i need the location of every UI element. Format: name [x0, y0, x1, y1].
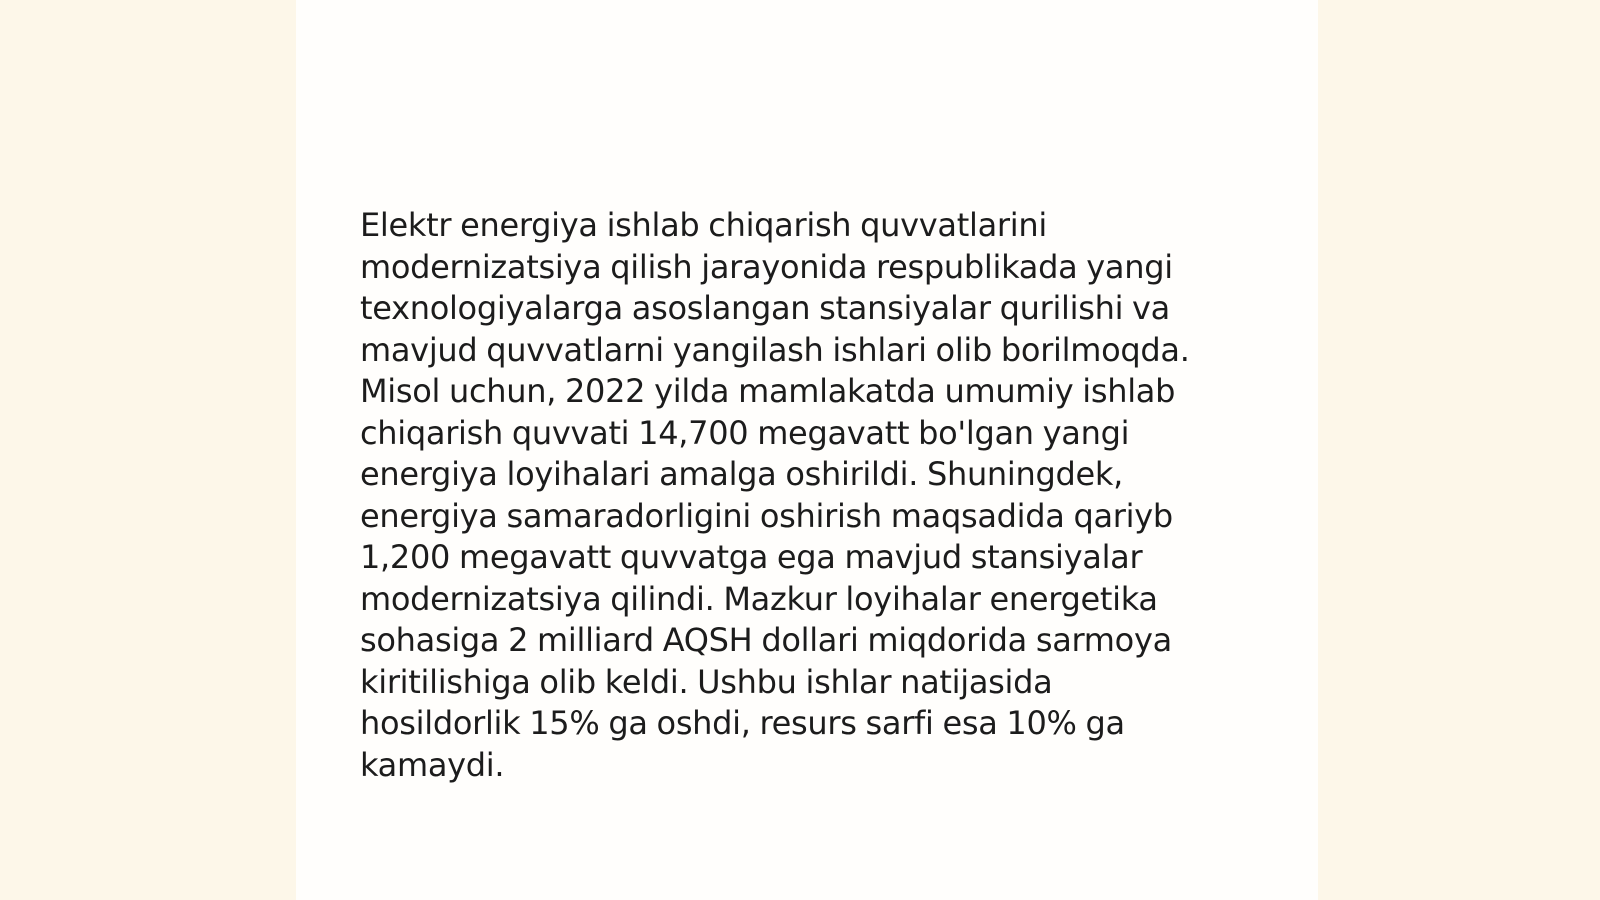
paragraph-line: mavjud quvvatlarni yangilash ishlari olib borilmoqda. — [360, 330, 1190, 369]
paragraph-line: kamaydi. — [360, 745, 505, 784]
paragraph-line: Misol uchun, 2022 yilda mamlakatda umumiy ishlab — [360, 372, 1176, 410]
paragraph-line: chiqarish quvvati 14,700 megavatt bo'lgan yangi — [360, 413, 1130, 452]
paragraph-line: Elektr energiya ishlab chiqarish quvvatlarini — [360, 206, 1047, 244]
paragraph-line: sohasiga 2 milliard AQSH dollari miqdorida sarmoya — [360, 621, 1172, 659]
paragraph-line: texnologiyalarga asoslangan stansiyalar qurilishi va — [360, 289, 1170, 327]
paragraph-line: energiya loyihalari amalga oshirildi. Shuningdek, — [360, 455, 1124, 493]
document-page — [296, 0, 1318, 900]
paragraph-line: modernizatsiya qilish jarayonida respublikada yangi — [360, 247, 1173, 286]
paragraph-line: modernizatsiya qilindi. Mazkur loyihalar energetika — [360, 579, 1158, 618]
body-paragraph — [360, 205, 1240, 786]
paragraph-line: energiya samaradorligini oshirish maqsadida qariyb — [360, 496, 1173, 535]
paragraph-line: kiritilishiga olib keldi. Ushbu ishlar natijasida — [360, 662, 1053, 701]
paragraph-line: 1,200 megavatt quvvatga ega mavjud stansiyalar — [360, 538, 1143, 576]
paragraph-line: hosildorlik 15% ga oshdi, resurs sarfi esa 10% ga — [360, 704, 1125, 742]
